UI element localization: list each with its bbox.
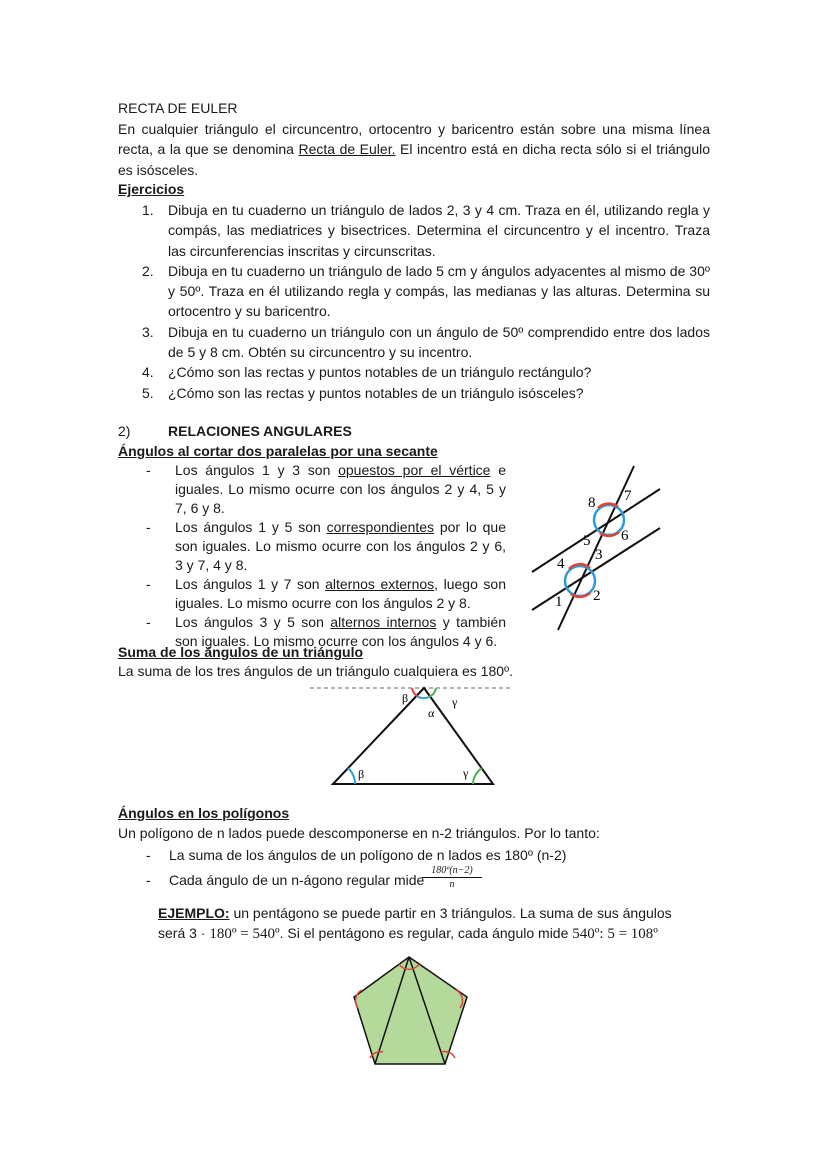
angle-label: 6 — [621, 528, 629, 544]
fraction: 180º(n−2) n — [422, 864, 482, 891]
poligonos-intro: Un polígono de n lados puede descomponerse en n-2 triángulos. Por lo tanto: — [118, 825, 600, 841]
example-line-1: EJEMPLO: un pentágono se puede partir en 3 triángulos. La suma de sus ángulos — [158, 905, 672, 921]
parallel-lines-figure — [520, 460, 670, 640]
list-item: - La suma de los ángulos de un polígono de n lados es 180º (n-2) — [146, 847, 567, 863]
angle-label: 4 — [557, 556, 565, 572]
list-item: - Los ángulos 1 y 3 son opuestos por el vértice e iguales. Lo mismo ocurre con los ángulos 2 y 4, 5 y 7, 6 y 8. — [146, 462, 506, 516]
list-item: - Los ángulos 1 y 5 son correspondientes por lo que son iguales. Lo mismo ocurre con los ángulos 2 y 6, 3 y 7, 4 y 8. — [146, 519, 506, 573]
list-item: - Los ángulos 3 y 5 son alternos internos y también son iguales. Lo mismo ocurre con los ángulos 4 y 6. — [146, 614, 506, 649]
angle-label: 7 — [624, 488, 632, 504]
alpha-label: α — [428, 706, 435, 720]
angle-label: 5 — [583, 533, 591, 549]
example-line-2: será 3 · 180º = 540º. Si el pentágono es regular, cada ángulo mide 540º: 5 = 108º — [158, 925, 658, 942]
pentagon-figure — [350, 952, 475, 1070]
triangle-figure — [300, 680, 520, 790]
gamma-top-label: γ — [452, 695, 458, 709]
gamma-label: γ — [463, 766, 469, 780]
suma-heading: Suma de los ángulos de un triángulo — [118, 644, 364, 660]
ejercicios-heading: Ejercicios — [118, 181, 185, 197]
suma-text: La suma de los tres ángulos de un triángulo cualquiera es 180º. — [118, 663, 514, 679]
angle-label: 2 — [593, 588, 601, 604]
exercise-list — [142, 200, 710, 403]
section-heading: 2) RELACIONES ANGULARES — [118, 423, 352, 439]
euler-title: RECTA DE EULER — [118, 100, 238, 116]
angle-label: 3 — [595, 547, 603, 563]
parallels-subheading: Ángulos al cortar dos paralelas por una secante — [118, 443, 438, 459]
angle-label: 8 — [588, 495, 596, 511]
exercise-item: 4. ¿Cómo son las rectas y puntos notables de un triángulo rectángulo? — [142, 364, 592, 381]
exercise-item: 5. ¿Cómo son las rectas y puntos notables de un triángulo isósceles? — [142, 384, 584, 401]
exercise-item: 1. Dibuja en tu cuaderno un triángulo de lados 2, 3 y 4 cm. Traza en él, utilizando regla y compás, las mediatrices y bisectrices. Determina el circuncentro y el incentro. Traza las circunferencias inscritas y circunscritas. — [142, 202, 710, 259]
exercise-item: 2. Dibuja en tu cuaderno un triángulo de lado 5 cm y ángulos adyacentes al mismo de 30º y 50º. Traza en él utilizando regla y compás, las medianas y las alturas. Determina su ortocentro y su baricentro. — [142, 262, 710, 320]
beta-top-label: β — [402, 691, 409, 705]
list-item: - Cada ángulo de un n-ágono regular mide — [146, 872, 425, 888]
euler-link: Recta de Euler. — [298, 141, 396, 158]
poligonos-heading: Ángulos en los polígonos — [118, 805, 290, 821]
parallel-bullets — [146, 461, 506, 651]
angle-label: 1 — [555, 594, 563, 610]
list-item: - Los ángulos 1 y 7 son alternos externos, luego son iguales. Lo mismo ocurre con los ángulos 2 y 8. — [146, 576, 506, 611]
euler-paragraph: En cualquier triángulo el circuncentro, ortocentro y baricentro están sobre una misma línea recta, a la que se denomina Recta de Euler. El incentro está en dicha recta sólo si el triángulo es isósceles. — [118, 121, 711, 178]
beta-label: β — [358, 767, 365, 781]
exercise-item: 3. Dibuja en tu cuaderno un triángulo con un ángulo de 50º comprendido entre dos lados de 5 y 8 cm. Obtén su circuncentro y su incentro. — [142, 323, 710, 361]
